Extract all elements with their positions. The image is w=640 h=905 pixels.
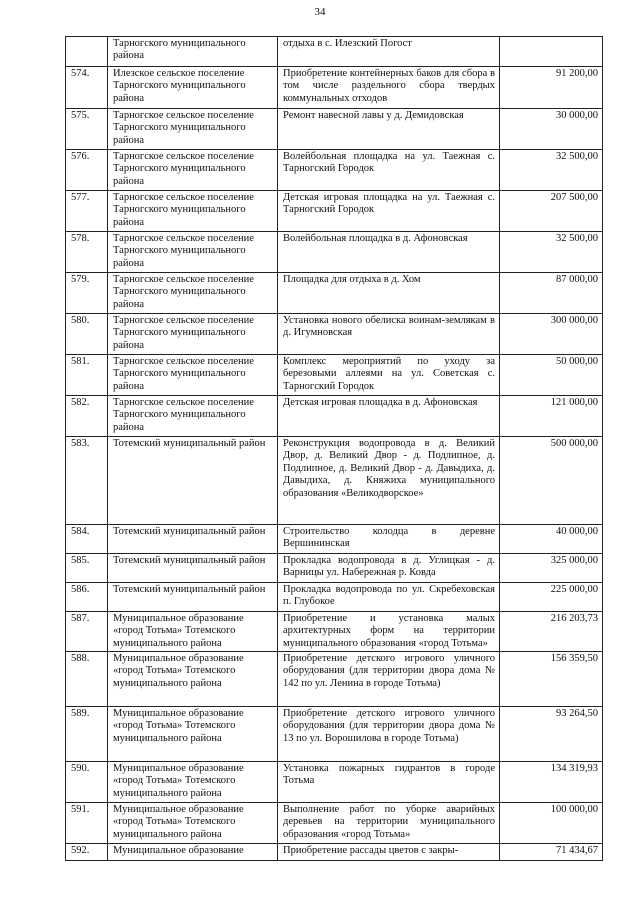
table-row	[66, 67, 603, 109]
row-amount: 71 434,67	[500, 844, 603, 861]
row-recipient: Муниципальное образование «город Тотьма» Тотемского муниципального района	[108, 762, 278, 803]
row-amount	[500, 37, 603, 67]
row-number: 574.	[66, 67, 108, 109]
grants-table	[65, 36, 603, 861]
row-recipient: Тарногское сельское поселение Тарногского муниципального района	[108, 109, 278, 150]
row-recipient: Тотемский муниципальный район	[108, 437, 278, 525]
row-recipient: Илезское сельское поселение Тарногского муниципального района	[108, 67, 278, 109]
row-number: 575.	[66, 109, 108, 150]
row-description: Установка пожарных гидрантов в городе Тотьма	[278, 762, 500, 803]
table-row	[66, 191, 603, 232]
row-recipient: Тарногское сельское поселение Тарногского муниципального района	[108, 191, 278, 232]
table-row	[66, 396, 603, 437]
row-recipient: Тарногское сельское поселение Тарногского муниципального района	[108, 232, 278, 273]
table-row	[66, 314, 603, 355]
row-number: 579.	[66, 273, 108, 314]
row-description: Установка нового обелиска воинам-землякам в д. Игумновская	[278, 314, 500, 355]
row-number	[66, 37, 108, 67]
row-description: Приобретение рассады цветов с закры-	[278, 844, 500, 861]
row-amount: 100 000,00	[500, 803, 603, 844]
row-description: Реконструкция водопровода в д. Великий Двор, д. Великий Двор - д. Подлипное, д. Подлипное, д. Великий Двор - д. Давыдиха, д. Давыдиха, д. Княжиха муниципального образования «Великодворское»	[278, 437, 500, 525]
row-number: 592.	[66, 844, 108, 861]
table-row	[66, 612, 603, 652]
row-amount: 300 000,00	[500, 314, 603, 355]
row-recipient: Муниципальное образование	[108, 844, 278, 861]
row-number: 584.	[66, 525, 108, 554]
row-description: Строительство колодца в деревне Вершининская	[278, 525, 500, 554]
row-number: 582.	[66, 396, 108, 437]
row-description: Волейбольная площадка в д. Афоновская	[278, 232, 500, 273]
row-amount: 40 000,00	[500, 525, 603, 554]
row-amount: 32 500,00	[500, 232, 603, 273]
row-amount: 87 000,00	[500, 273, 603, 314]
table-row	[66, 109, 603, 150]
row-number: 583.	[66, 437, 108, 525]
row-description: Комплекс мероприятий по уходу за березовыми аллеями на ул. Советская с. Тарногский Городок	[278, 355, 500, 396]
row-recipient: Тарногского муниципального района	[108, 37, 278, 67]
page-number: 34	[314, 6, 326, 18]
row-amount: 93 264,50	[500, 707, 603, 762]
table-row	[66, 803, 603, 844]
row-number: 591.	[66, 803, 108, 844]
table-row	[66, 525, 603, 554]
row-recipient: Тарногское сельское поселение Тарногского муниципального района	[108, 150, 278, 191]
row-description: Приобретение детского игрового уличного оборудования (для территории двора дома № 142 по ул. Ленина в городе Тотьма)	[278, 652, 500, 707]
row-amount: 30 000,00	[500, 109, 603, 150]
row-number: 586.	[66, 583, 108, 612]
row-number: 588.	[66, 652, 108, 707]
row-amount: 225 000,00	[500, 583, 603, 612]
row-recipient: Тотемский муниципальный район	[108, 554, 278, 583]
row-number: 576.	[66, 150, 108, 191]
row-description: Приобретение контейнерных баков для сбора в том числе раздельного сбора твердых коммунальных отходов	[278, 67, 500, 109]
row-description: отдыха в с. Илезский Погост	[278, 37, 500, 67]
row-number: 587.	[66, 612, 108, 652]
table-row	[66, 554, 603, 583]
table-row-continued	[66, 37, 603, 67]
row-number: 581.	[66, 355, 108, 396]
row-recipient: Тарногское сельское поселение Тарногского муниципального района	[108, 314, 278, 355]
row-description: Приобретение детского игрового уличного оборудования (для территории двора дома № 13 по ул. Ворошилова в городе Тотьма)	[278, 707, 500, 762]
row-recipient: Тарногское сельское поселение Тарногского муниципального района	[108, 273, 278, 314]
row-description: Детская игровая площадка в д. Афоновская	[278, 396, 500, 437]
row-number: 585.	[66, 554, 108, 583]
table-row	[66, 707, 603, 762]
row-amount: 156 359,50	[500, 652, 603, 707]
row-recipient: Муниципальное образование «город Тотьма» Тотемского муниципального района	[108, 612, 278, 652]
row-number: 580.	[66, 314, 108, 355]
row-description: Выполнение работ по уборке аварийных деревьев на территории муниципального образования «город Тотьма»	[278, 803, 500, 844]
row-description: Ремонт навесной лавы у д. Демидовская	[278, 109, 500, 150]
row-recipient: Тарногское сельское поселение Тарногского муниципального района	[108, 355, 278, 396]
row-amount: 207 500,00	[500, 191, 603, 232]
table-row	[66, 844, 603, 861]
row-amount: 121 000,00	[500, 396, 603, 437]
row-description: Прокладка водопровода в д. Углицкая - д. Варницы ул. Набережная р. Ковда	[278, 554, 500, 583]
row-number: 590.	[66, 762, 108, 803]
row-recipient: Муниципальное образование «город Тотьма» Тотемского муниципального района	[108, 707, 278, 762]
table-row	[66, 150, 603, 191]
row-amount: 325 000,00	[500, 554, 603, 583]
row-number: 589.	[66, 707, 108, 762]
row-amount: 50 000,00	[500, 355, 603, 396]
row-description: Волейбольная площадка на ул. Таежная с. Тарногский Городок	[278, 150, 500, 191]
table-row	[66, 273, 603, 314]
row-recipient: Тотемский муниципальный район	[108, 525, 278, 554]
row-description: Приобретение и установка малых архитектурных форм на территории муниципального образования «город Тотьма»	[278, 612, 500, 652]
table-row	[66, 652, 603, 707]
row-recipient: Тотемский муниципальный район	[108, 583, 278, 612]
row-description: Площадка для отдыха в д. Хом	[278, 273, 500, 314]
row-recipient: Муниципальное образование «город Тотьма» Тотемского муниципального района	[108, 803, 278, 844]
row-amount: 500 000,00	[500, 437, 603, 525]
row-number: 578.	[66, 232, 108, 273]
row-description: Прокладка водопровода по ул. Скребеховская п. Глубокое	[278, 583, 500, 612]
row-description: Детская игровая площадка на ул. Таежная с. Тарногский Городок	[278, 191, 500, 232]
row-amount: 32 500,00	[500, 150, 603, 191]
table-row	[66, 355, 603, 396]
row-amount: 134 319,93	[500, 762, 603, 803]
table-row	[66, 583, 603, 612]
row-recipient: Муниципальное образование «город Тотьма» Тотемского муниципального района	[108, 652, 278, 707]
row-amount: 91 200,00	[500, 67, 603, 109]
table-row	[66, 437, 603, 525]
row-amount: 216 203,73	[500, 612, 603, 652]
table-row	[66, 232, 603, 273]
row-number: 577.	[66, 191, 108, 232]
table-row	[66, 762, 603, 803]
row-recipient: Тарногское сельское поселение Тарногского муниципального района	[108, 396, 278, 437]
